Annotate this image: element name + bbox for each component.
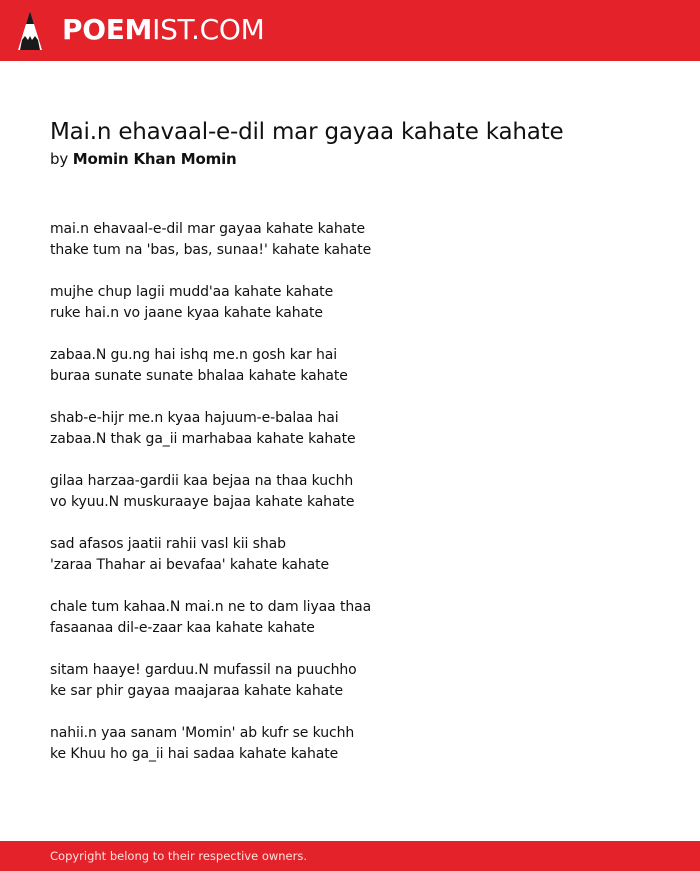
poem-stanza: [50, 660, 650, 702]
poem-line: chale tum kahaa.N mai.n ne to dam liyaa thaa: [50, 599, 372, 615]
brand-bold: POEM: [62, 13, 153, 46]
poem-line: sitam haaye! garduu.N mufassil na puuchho: [50, 662, 357, 678]
poem-line: ke Khuu ho ga_ii hai sadaa kahate kahate: [50, 746, 339, 762]
poem-line: mujhe chup lagii mudd'aa kahate kahate: [50, 284, 334, 300]
poem-stanza: [50, 471, 650, 513]
site-header: [0, 0, 700, 61]
poem-stanza: [50, 282, 650, 324]
copyright-text: Copyright belong to their respective owners.: [50, 849, 308, 863]
poem-stanza: [50, 597, 650, 639]
poem-line: zabaa.N thak ga_ii marhabaa kahate kahate: [50, 431, 356, 447]
poem-line: sad afasos jaatii rahii vasl kii shab: [50, 536, 286, 552]
by-label: by: [50, 150, 68, 168]
poem-line: nahii.n yaa sanam 'Momin' ab kufr se kuchh: [50, 725, 355, 741]
poem-line: zabaa.N gu.ng hai ishq me.n gosh kar hai: [50, 347, 338, 363]
poem-line: ke sar phir gayaa maajaraa kahate kahate: [50, 683, 344, 699]
poem-stanza: [50, 408, 650, 450]
poem-byline: [50, 148, 237, 170]
poem-line: mai.n ehavaal-e-dil mar gayaa kahate kahate: [50, 221, 366, 237]
poem-stanza: [50, 723, 650, 765]
poem-line: 'zaraa Thahar ai bevafaa' kahate kahate: [50, 557, 330, 573]
poem-stanza: [50, 534, 650, 576]
poem-line: buraa sunate sunate bhalaa kahate kahate: [50, 368, 348, 384]
author-name: Momin Khan Momin: [72, 150, 237, 168]
poem-line: vo kyuu.N muskuraaye bajaa kahate kahate: [50, 494, 355, 510]
poem-line: shab-e-hijr me.n kyaa hajuum-e-balaa hai: [50, 410, 339, 426]
pencil-tip-icon[interactable]: [17, 10, 43, 52]
poem-line: fasaanaa dil-e-zaar kaa kahate kahate: [50, 620, 315, 636]
poem-stanza: [50, 219, 650, 261]
site-logo-text[interactable]: [62, 12, 265, 48]
poem-title: Mai.n ehavaal-e-dil mar gayaa kahate kahate: [50, 119, 564, 145]
poem-stanza: [50, 345, 650, 387]
poem-body: [50, 219, 650, 786]
poem-line: thake tum na 'bas, bas, sunaa!' kahate kahate: [50, 242, 372, 258]
poem-line: ruke hai.n vo jaane kyaa kahate kahate: [50, 305, 323, 321]
site-footer: [0, 841, 700, 871]
brand-light: IST.COM: [152, 13, 265, 46]
poem-line: gilaa harzaa-gardii kaa bejaa na thaa kuchh: [50, 473, 354, 489]
